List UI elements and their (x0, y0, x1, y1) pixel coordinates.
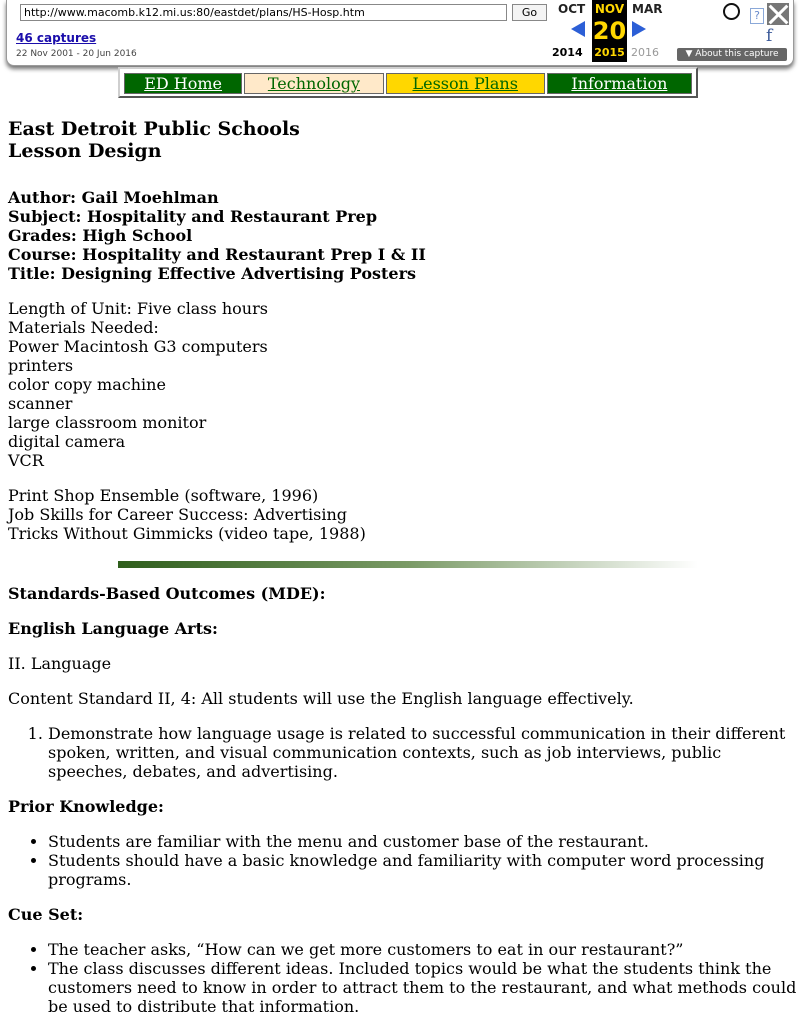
material-item: large classroom monitor (8, 413, 207, 432)
ela-heading: English Language Arts: (8, 619, 218, 638)
prior-knowledge-heading: Prior Knowledge: (8, 797, 164, 816)
day-current: 20 (592, 17, 627, 45)
wayback-toolbar (6, 0, 794, 66)
material-item: Power Macintosh G3 computers (8, 337, 268, 356)
url-input[interactable] (20, 4, 507, 21)
document-type: Lesson Design (8, 140, 162, 162)
software-item: Print Shop Ensemble (software, 1996) (8, 486, 319, 505)
nav-link-technology[interactable]: Technology (267, 74, 360, 93)
materials-section (8, 299, 800, 470)
facebook-icon[interactable]: f (766, 26, 773, 46)
software-item: Tricks Without Gimmicks (video tape, 1988) (8, 524, 366, 543)
list-item: • The teacher asks, “How can we get more customers to eat in our restaurant?” (48, 940, 800, 959)
material-item: printers (8, 356, 74, 375)
prev-capture-arrow-icon[interactable] (571, 21, 585, 37)
help-icon[interactable]: ? (750, 8, 764, 24)
nav-link-information[interactable]: Information (571, 74, 668, 93)
month-current: NOV (594, 2, 625, 16)
month-prev[interactable]: OCT (558, 2, 586, 16)
unit-length: Length of Unit: Five class hours (8, 299, 268, 318)
nav-ed-home[interactable] (124, 73, 242, 94)
material-item: scanner (8, 394, 73, 413)
cue-set-list (8, 940, 800, 1016)
materials-label: Materials Needed: (8, 318, 159, 337)
material-item: digital camera (8, 432, 126, 451)
month-next[interactable]: MAR (632, 2, 663, 16)
list-item: • Students should have a basic knowledge and familiarity with computer word processing programs. (48, 851, 800, 889)
list-item: 1. Demonstrate how language usage is related to successful communication in their different spoken, written, and visual communication contexts, such as job interviews, public speeches, debates, and advertising. (48, 724, 800, 781)
site-nav (118, 67, 698, 98)
nav-link-lesson-plans[interactable]: Lesson Plans (412, 74, 518, 93)
school-name: East Detroit Public Schools (8, 118, 300, 140)
meta-subject: Subject: Hospitality and Restaurant Prep (8, 207, 378, 226)
lesson-content (8, 118, 800, 1016)
year-next[interactable]: 2016 (631, 46, 659, 59)
close-icon[interactable] (767, 3, 789, 25)
meta-course: Course: Hospitality and Restaurant Prep I & II (8, 245, 426, 264)
nav-lesson-plans[interactable] (386, 73, 545, 94)
cue-set-heading: Cue Set: (8, 905, 84, 924)
software-item: Job Skills for Career Success: Advertising (8, 505, 347, 524)
material-item: color copy machine (8, 375, 166, 394)
list-item: • Students are familiar with the menu and customer base of the restaurant. (48, 832, 800, 851)
nav-link-ed-home[interactable]: ED Home (144, 74, 223, 93)
nav-information[interactable] (547, 73, 692, 94)
outcomes-list (8, 724, 800, 781)
strand-label: II. Language (8, 654, 112, 673)
current-capture (592, 0, 627, 62)
prior-knowledge-list (8, 832, 800, 889)
content-standard: Content Standard II, 4: All students will use the English language effectively. (8, 689, 634, 708)
next-capture-arrow-icon[interactable] (632, 21, 646, 37)
meta-grades: Grades: High School (8, 226, 193, 245)
list-item: • The class discusses different ideas. Included topics would be what the students think the customers need to know in order to attract them to the restaurant, and what methods could be used to distribute that information. (48, 959, 800, 1016)
nav-technology[interactable] (244, 73, 383, 94)
year-prev[interactable]: 2014 (552, 46, 583, 59)
user-icon[interactable] (723, 3, 740, 20)
software-section (8, 486, 800, 543)
lesson-meta (8, 188, 800, 283)
gradient-divider (118, 561, 698, 568)
outcomes-heading: Standards-Based Outcomes (MDE): (8, 584, 326, 603)
meta-title: Title: Designing Effective Advertising Posters (8, 264, 417, 283)
captures-link[interactable]: 46 captures (16, 31, 97, 45)
about-capture-button[interactable]: ▼ About this capture (677, 48, 787, 61)
meta-author: Author: Gail Moehlman (8, 188, 219, 207)
capture-date-range: 22 Nov 2001 - 20 Jun 2016 (16, 49, 137, 59)
year-current: 2015 (594, 46, 625, 59)
material-item: VCR (8, 451, 44, 470)
page-title (8, 118, 800, 162)
go-button[interactable]: Go (512, 4, 547, 21)
